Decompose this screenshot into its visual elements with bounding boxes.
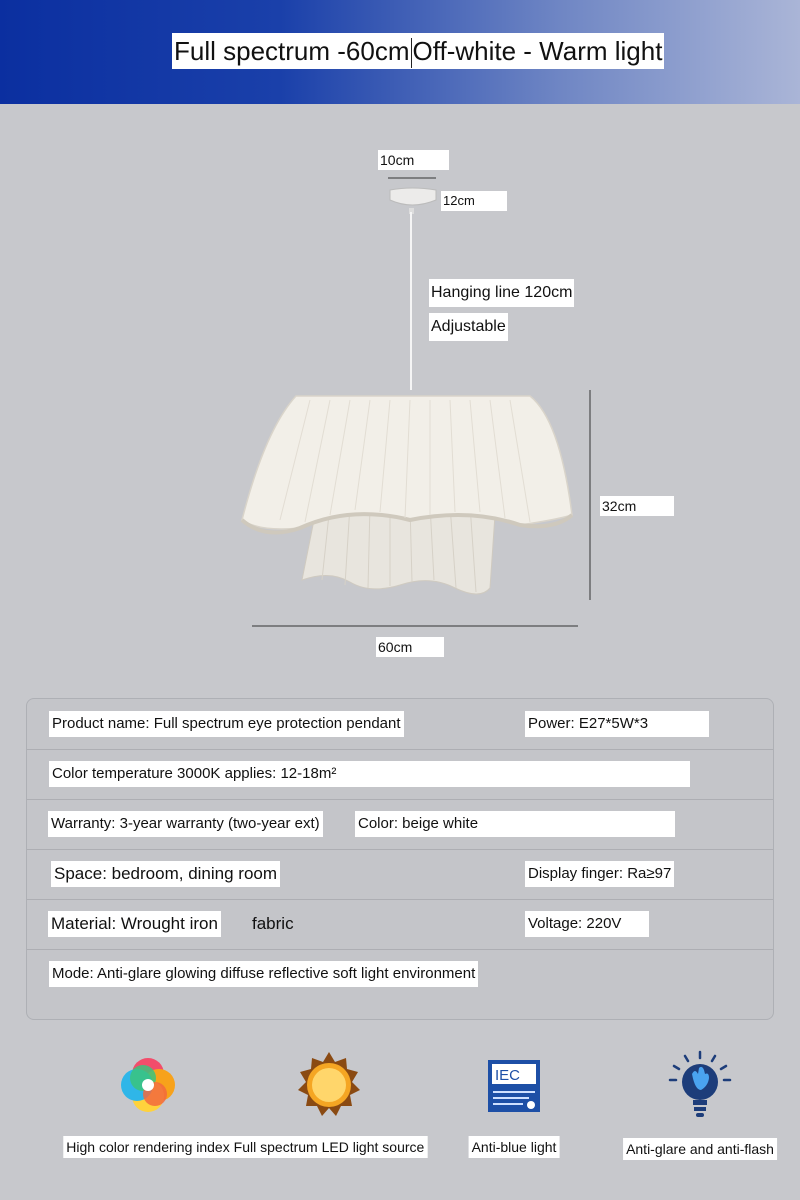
- title-separator: [411, 38, 412, 68]
- sun-icon: [294, 1050, 364, 1120]
- spec-row: [27, 949, 773, 999]
- title-size: Full spectrum -60cm: [174, 36, 410, 66]
- spec-space: Space: bedroom, dining room: [51, 861, 280, 887]
- spec-color-temperature: Color temperature 3000K applies: 12-18m²: [49, 761, 690, 787]
- spec-warranty: Warranty: 3-year warranty (two-year ext): [48, 811, 323, 837]
- title-variant: Off-white - Warm light: [412, 36, 663, 66]
- iec-text: IEC: [495, 1067, 521, 1084]
- canopy-height-label: 12cm: [441, 191, 507, 211]
- pendant-lamp-illustration: [0, 104, 800, 684]
- feature-label: High color rendering index: [63, 1136, 232, 1158]
- feature-anti-blue-light: [414, 1050, 614, 1190]
- header-banner: [0, 0, 800, 104]
- spec-power: Power: E27*5W*3: [525, 711, 709, 737]
- spec-row: [27, 699, 773, 750]
- feature-label: Anti-glare and anti-flash: [623, 1138, 777, 1160]
- feature-label: Anti-blue light: [469, 1136, 560, 1158]
- spec-voltage: Voltage: 220V: [525, 911, 649, 937]
- spec-material-extra: fabric: [252, 914, 294, 933]
- spec-color: Color: beige white: [355, 811, 675, 837]
- feature-full-spectrum: [229, 1050, 429, 1190]
- color-wheel-icon: [113, 1050, 183, 1120]
- hanging-line-label: Hanging line 120cm: [429, 279, 574, 307]
- feature-label: Full spectrum LED light source: [231, 1136, 428, 1158]
- hand-bulb-icon: [665, 1050, 735, 1120]
- adjustable-label: Adjustable: [429, 313, 508, 341]
- ceiling-canopy: [390, 188, 436, 205]
- feature-color-rendering: [48, 1050, 248, 1190]
- shade-height-label: 32cm: [600, 496, 674, 516]
- spec-row: [27, 849, 773, 900]
- page-title: [172, 33, 664, 69]
- spec-display-index: Display finger: Ra≥97: [525, 861, 674, 887]
- feature-anti-glare: [600, 1050, 800, 1190]
- shade-width-label: 60cm: [376, 637, 444, 657]
- spec-row: [27, 749, 773, 800]
- specification-table: [26, 698, 774, 1020]
- canopy-width-label: 10cm: [378, 150, 449, 170]
- iec-certificate-icon: [479, 1050, 549, 1120]
- spec-material: Material: Wrought iron: [48, 911, 221, 937]
- spec-mode: Mode: Anti-glare glowing diffuse reflective soft light environment: [49, 961, 478, 987]
- spec-row: [27, 899, 773, 950]
- spec-product-name: Product name: Full spectrum eye protection pendant: [49, 711, 404, 737]
- spec-row: [27, 799, 773, 850]
